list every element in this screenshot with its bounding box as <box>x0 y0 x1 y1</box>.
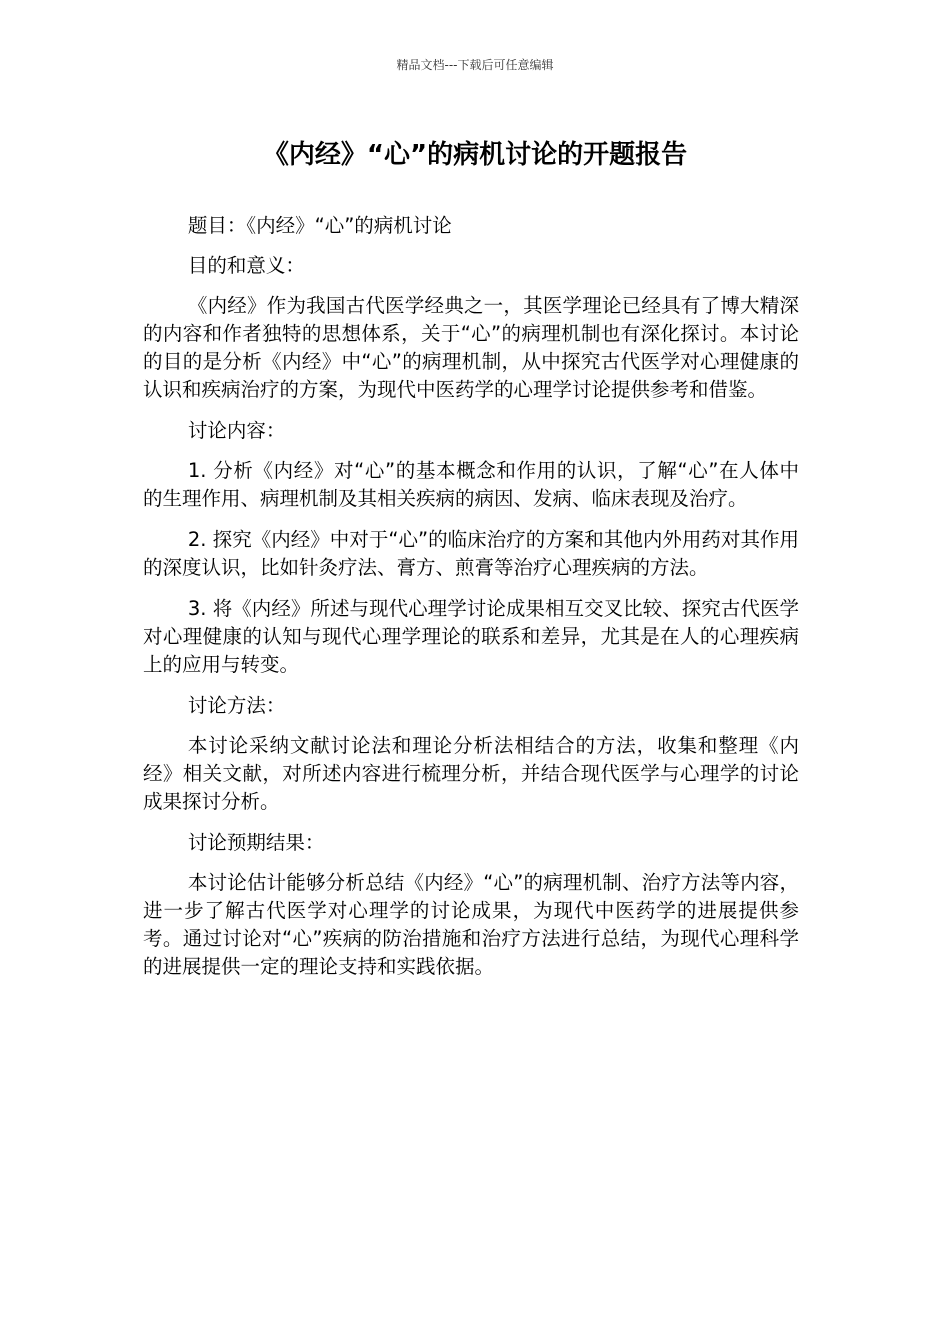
paragraph-method: 本讨论采纳文献讨论法和理论分析法相结合的方法，收集和整理《内经》相关文献，对所述内容进行梳理分析，并结合现代医学与心理学的讨论成果探讨分析。 <box>143 734 799 813</box>
section-heading-purpose: 目的和意义： <box>187 254 305 277</box>
paragraph-content-item-1: 1. 分析《内经》对“心”的基本概念和作用的认识，了解“心”在人体中的生理作用、病理机制及其相关疾病的病因、发病、临床表现及治疗。 <box>143 459 799 510</box>
paragraph-content-item-3: 3. 将《内经》所述与现代心理学讨论成果相互交叉比较、探究古代医学对心理健康的认知与现代心理学理论的联系和差异，尤其是在人的心理疾病上的应用与转变。 <box>143 597 799 676</box>
topic-line: 题目：《内经》“心”的病机讨论 <box>187 214 452 237</box>
section-heading-expected-results: 讨论预期结果： <box>187 831 325 854</box>
section-heading-method: 讨论方法： <box>187 694 286 717</box>
section-heading-content: 讨论内容： <box>187 419 286 442</box>
header-note: 精品文档---下载后可任意编辑 <box>396 58 554 72</box>
paragraph-content-item-2: 2. 探究《内经》中对于“心”的临床治疗的方案和其他内外用药对其作用的深度认识，比如针灸疗法、膏方、煎膏等治疗心理疾病的方法。 <box>143 528 799 579</box>
document-body <box>143 212 799 994</box>
document-title: 《内经》“心”的病机讨论的开题报告 <box>262 140 688 170</box>
paragraph-expected-results: 本讨论估计能够分析总结《内经》“心”的病理机制、治疗方法等内容，进一步了解古代医学对心理学的讨论成果，为现代中医药学的进展提供参考。通过讨论对“心”疾病的防治措施和治疗方法进行总结，为现代心理科学的进展提供一定的理论支持和实践依据。 <box>143 871 799 978</box>
paragraph-purpose: 《内经》作为我国古代医学经典之一，其医学理论已经具有了博大精深的内容和作者独特的思想体系，关于“心”的病理机制也有深化探讨。本讨论的目的是分析《内经》中“心”的病理机制，从中探究古代医学对心理健康的认识和疾病治疗的方案，为现代中医药学的心理学讨论提供参考和借鉴。 <box>143 294 799 401</box>
